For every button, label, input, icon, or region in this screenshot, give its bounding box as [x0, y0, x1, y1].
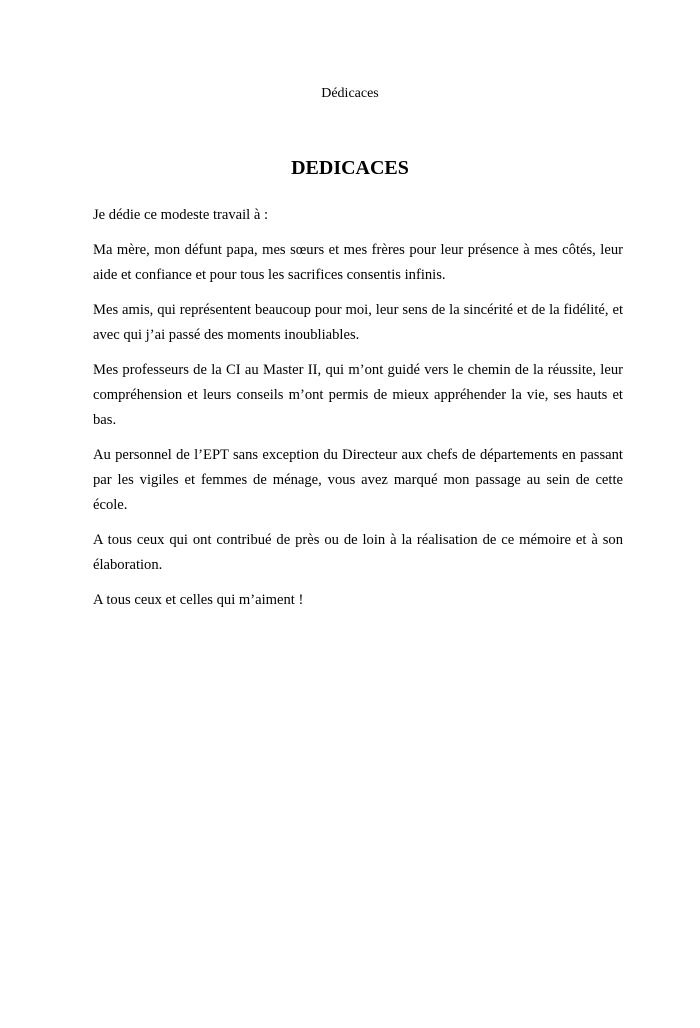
dedication-friends: Mes amis, qui représentent beaucoup pour moi, leur sens de la sincérité et de la fidélité, et avec qui j’ai passé des moments inoubliables.: [93, 302, 623, 343]
dedication-intro: Je dédie ce modeste travail à :: [93, 207, 269, 223]
dedication-family: Ma mère, mon défunt papa, mes sœurs et mes frères pour leur présence à mes côtés, leur aide et confiance et pour tous les sacrifices consentis infinis.: [93, 242, 623, 283]
dedication-loved-ones: A tous ceux et celles qui m’aiment !: [93, 592, 304, 608]
dedication-staff: Au personnel de l’EPT sans exception du Directeur aux chefs de départements en passant par les vigiles et femmes de ménage, vous avez marqué mon passage au sein de cette école.: [93, 447, 623, 513]
running-header: Dédicaces: [321, 86, 379, 101]
page-title: DEDICACES: [291, 157, 409, 179]
dedication-contributors: A tous ceux qui ont contribué de près ou de loin à la réalisation de ce mémoire et à son élaboration.: [93, 532, 623, 573]
dedication-professors: Mes professeurs de la CI au Master II, qui m’ont guidé vers le chemin de la réussite, leur compréhension et leurs conseils m’ont permis de mieux appréhender la vie, ses hauts et bas.: [93, 362, 623, 428]
dedication-body: [93, 203, 623, 623]
